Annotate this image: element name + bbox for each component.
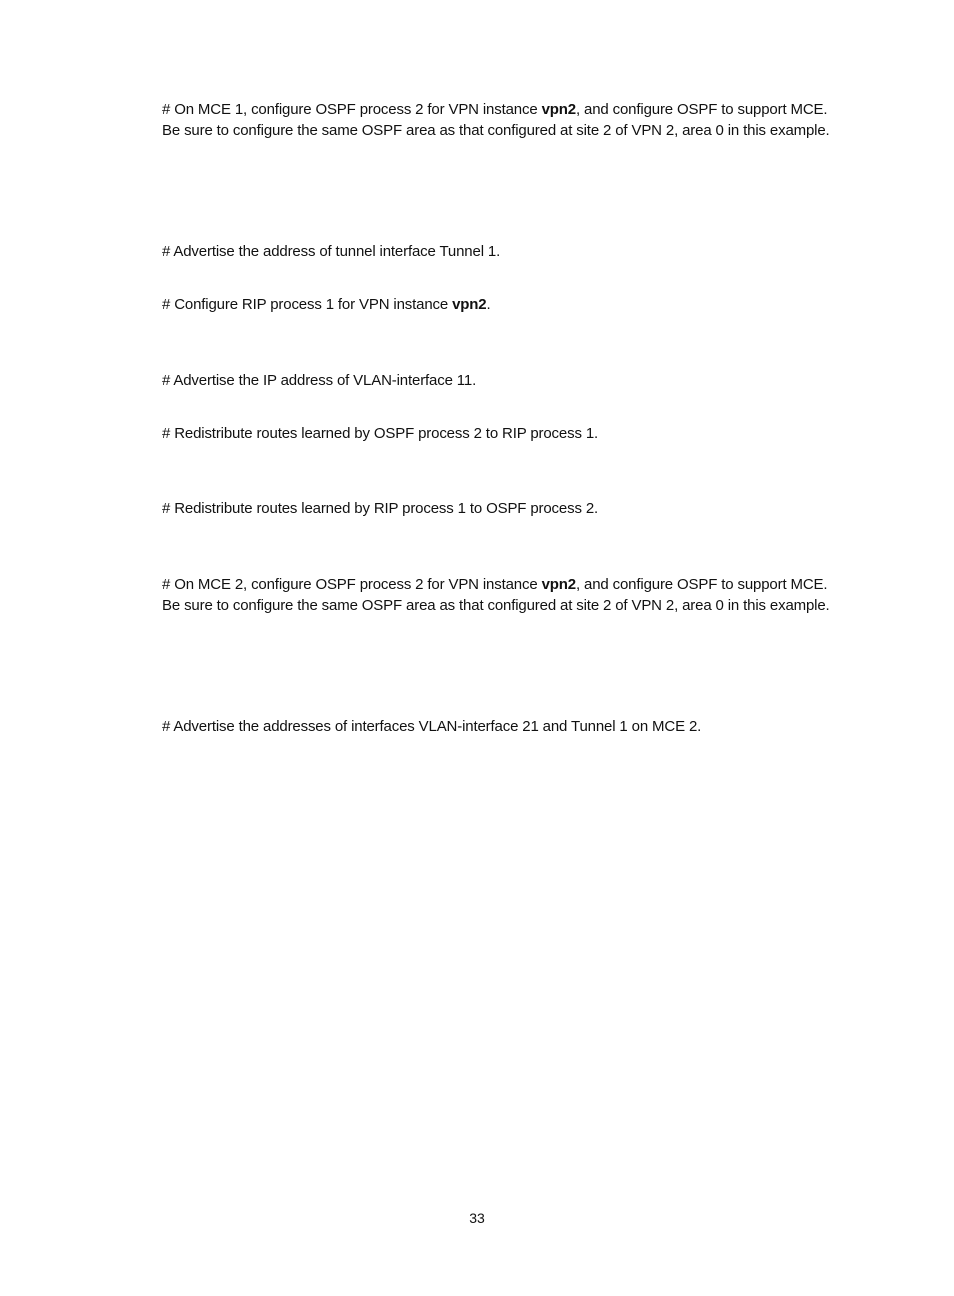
paragraph-configure-rip (162, 294, 882, 315)
paragraph-line: # On MCE 2, configure OSPF process 2 for VPN instance vpn2, and configure OSPF to support MCE. (162, 576, 828, 593)
paragraph-redistribute-rip-to-ospf: # Redistribute routes learned by RIP process 1 to OSPF process 2. (162, 500, 599, 517)
page-number: 33 (469, 1210, 485, 1226)
paragraph-line: Be sure to configure the same OSPF area as that configured at site 2 of VPN 2, area 0 in this example. (162, 122, 830, 139)
bold-keyword: vpn2 (452, 296, 487, 313)
paragraph-line: # On MCE 1, configure OSPF process 2 for VPN instance vpn2, and configure OSPF to support MCE. (162, 101, 828, 118)
paragraph-mce1-ospf (162, 99, 882, 141)
paragraph-redistribute-ospf-to-rip: # Redistribute routes learned by OSPF process 2 to RIP process 1. (162, 425, 599, 442)
paragraph-advertise-vlan11: # Advertise the IP address of VLAN-interface 11. (162, 372, 477, 389)
bold-keyword: vpn2 (541, 576, 576, 593)
paragraph-mce2-ospf (162, 574, 882, 616)
paragraph-advertise-tunnel: # Advertise the address of tunnel interface Tunnel 1. (162, 243, 501, 260)
paragraph-line: # Configure RIP process 1 for VPN instance vpn2. (162, 296, 491, 313)
paragraph-advertise-mce2-interfaces: # Advertise the addresses of interfaces VLAN-interface 21 and Tunnel 1 on MCE 2. (162, 718, 702, 735)
paragraph-line: Be sure to configure the same OSPF area as that configured at site 2 of VPN 2, area 0 in this example. (162, 597, 830, 614)
bold-keyword: vpn2 (541, 101, 576, 118)
